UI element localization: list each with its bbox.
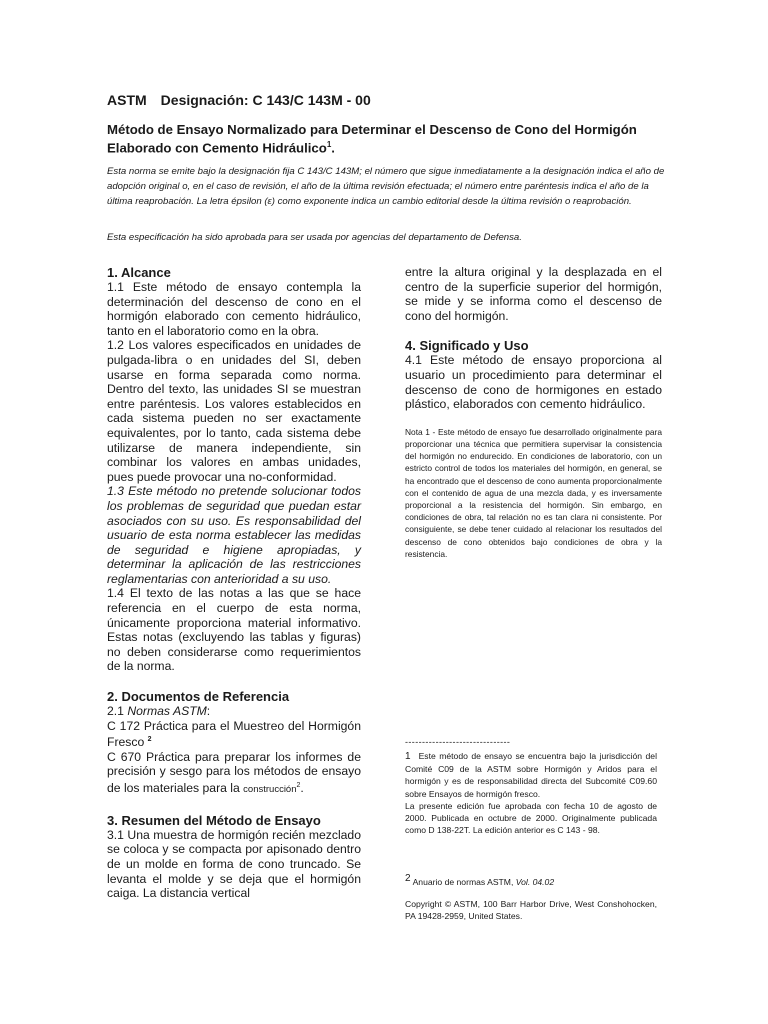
footnote-1-edition: La presente edición fue aprobada con fecha 10 de agosto de 2000. Publicada en octubre de 2000. Originalmente publicada como D 138-22T. La edición anterior es C 143 - 98.	[405, 800, 657, 836]
reference-c670	[107, 750, 361, 798]
footnote-separator: -------------------------------	[405, 737, 511, 747]
paragraph-3-1: 3.1 Una muestra de hormigón recién mezclado se coloca y se compacta por apisonado dentro de un molde en forma de cono truncado. Se levanta el molde y se deja que el hormigón caiga. La distancia vertical	[107, 827, 361, 901]
copyright-notice: Copyright © ASTM, 100 Barr Harbor Drive, West Conshohocken, PA 19428-2959, United States.	[405, 899, 657, 922]
designation-code: Designación: C 143/C 143M - 00	[160, 92, 371, 108]
document-title	[107, 122, 667, 155]
left-column	[107, 265, 361, 901]
paragraph-4-1: 4.1 Este método de ensayo proporciona al usuario un procedimiento para determinar el descenso de cono de hormigones en estado plástico, elaborados con cemento hidráulico.	[405, 353, 662, 412]
footnote-1-mark: 1	[405, 751, 411, 762]
paragraph-1-3: 1.3 Este método no pretende solucionar todos los problemas de seguridad que puedan estar asociados con su uso. Es responsabilidad del usuario de esta norma establecer las medidas de seguridad e higiene apropiadas, y determinar la aplicación de las restricciones reglamentarias con anterioridad a su uso.	[107, 484, 361, 586]
section-heading-summary: 3. Resumen del Método de Ensayo	[107, 812, 321, 828]
paragraph-1-4: 1.4 El texto de las notas a las que se hace referencia en el cuerpo de esta norma, únicamente proporciona material informativo. Estas notas (excluyendo las tablas y figuras) no deben considerarse como requerimientos de la norma.	[107, 586, 361, 674]
section-heading-references: 2. Documentos de Referencia	[107, 689, 290, 705]
reference-c670-footnote: 2	[296, 782, 301, 790]
footnote-2-volume: Vol. 04.02	[515, 876, 555, 887]
reference-c670-text: C 670 Práctica para preparar los informes de precisión y sesgo para los métodos de ensayo de los materiales para la	[107, 749, 361, 796]
reference-c172	[107, 719, 361, 750]
reference-c172-text: C 172 Práctica para el Muestreo del Hormigón Fresco	[107, 718, 361, 750]
footnote-1	[405, 750, 657, 836]
footnote-1-text: Este método de ensayo se encuentra bajo la jurisdicción del Comité C09 de la ASTM sobre Hormigón y Aridos para el hormigón y es de responsabilidad directa del Subcomité C09.60 sobre Ensayos de hormigón fresco.	[405, 751, 657, 799]
reference-c172-footnote: 2	[147, 736, 152, 744]
subsection-number: 2.1	[107, 704, 128, 719]
paragraph-1-2: 1.2 Los valores especificados en unidades de pulgada-libra o en unidades del SI, deben usarse en forma separada como norma. Dentro del texto, las unidades SI se muestran entre paréntesis. Los valores establecidos en cada sistema pueden no ser exactamente equivalentes, por lo tanto, cada sistema debe utilizarse de manera independiente, sin combinar los valores en ambas unidades, pues puede provocar una no-conformidad.	[107, 338, 361, 484]
paragraph-2-1	[107, 704, 361, 719]
subsection-colon: :	[206, 704, 211, 719]
subsection-label: Normas ASTM	[127, 704, 207, 719]
reference-c670-end: .	[300, 781, 304, 796]
title-text: Método de Ensayo Normalizado para Determinar el Descenso de Cono del Hormigón Elaborado con Cemento Hidráulico	[107, 122, 637, 156]
approval-notice: Esta especificación ha sido aprobada para ser usada por agencias del departamento de Defensa.	[107, 232, 522, 243]
paragraph-1-1: 1.1 Este método de ensayo contempla la determinación del descenso de cono en el hormigón elaborado con cemento hidráulico, tanto en el laboratorio como en la obra.	[107, 280, 361, 338]
org-name: ASTM	[107, 92, 147, 108]
footnote-2-mark: 2	[405, 873, 411, 884]
note-1: Nota 1 - Este método de ensayo fue desarrollado originalmente para proporcionar una técnica que permitiera supervisar la consistencia del hormigón no endurecido. En condiciones de laboratorio, con un estricto control de todos los materiales del hormigón, en general, se ha encontrado que el descenso de cono aumenta proporcionalmente con el contenido de agua de una mezcla dada, y es inversamente proporcional a la resistencia del hormigón. Sin embargo, en condiciones de obra, tal relación no es tan clara ni consistente. Por consiguiente, se debe tener cuidado al relacionar los resultados del descenso de cono obtenidos bajo condiciones de obra y la resistencia.	[405, 426, 662, 559]
paragraph-3-1-continued: entre la altura original y la desplazada en el centro de la superficie superior del hormigón, se mide y se informa como el descenso de cono del hormigón.	[405, 265, 662, 323]
title-period: .	[331, 140, 335, 156]
section-heading-scope: 1. Alcance	[107, 265, 171, 280]
designation-line	[107, 92, 371, 108]
reference-c670-small: construcción	[243, 784, 297, 796]
footnote-2	[405, 873, 657, 888]
section-heading-significance: 4. Significado y Uso	[405, 338, 529, 354]
right-column	[405, 265, 662, 560]
title-footnote-ref: 1	[326, 140, 332, 149]
issue-notice: Esta norma se emite bajo la designación fija C 143/C 143M; el número que sigue inmediatamente a la designación indica el año de adopción original o, en el caso de revisión, el año de la última revisión efectuada; el número entre paréntesis indica el año de la última reaprobación. La letra épsilon (ε) como exponente indica un cambio editorial desde la última revisión o reaprobación.	[107, 166, 665, 207]
footnote-2-text: Anuario de normas ASTM,	[412, 876, 516, 887]
